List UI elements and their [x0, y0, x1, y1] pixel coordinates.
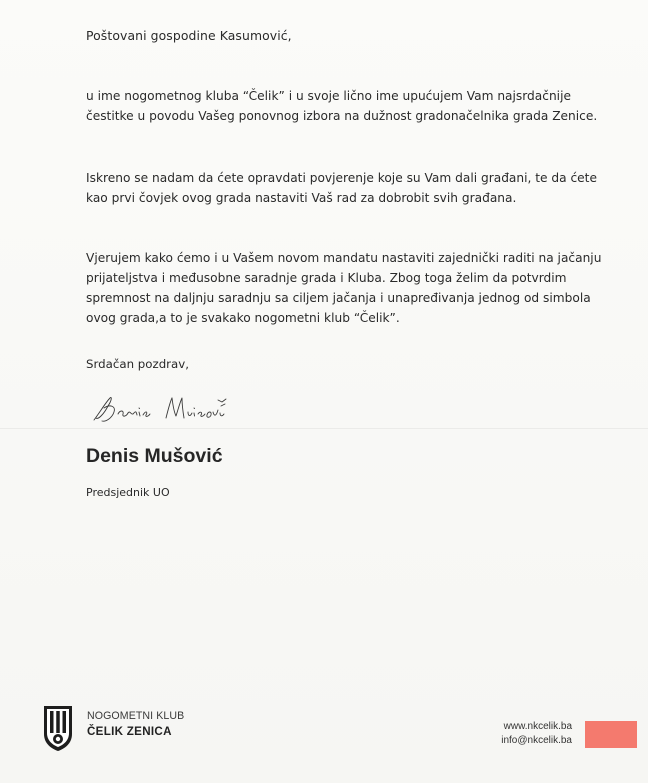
club-type-label: NOGOMETNI KLUB: [87, 710, 185, 722]
paragraph-congratulations: [86, 86, 598, 126]
email-link[interactable]: info@nkcelik.ba: [501, 735, 572, 746]
contact-block: [501, 720, 572, 748]
paragraph-line: spremnost na daljnju saradnju sa ciljem jačanja i unapređivanja jednog od simbola: [86, 291, 591, 305]
paragraph-cooperation: [86, 248, 602, 328]
paragraph-line: Iskreno se nadam da ćete opravdati povjerenje koje su Vam dali građani, te da ćete: [86, 171, 597, 185]
signer-name: Denis Mušović: [86, 445, 223, 467]
paragraph-hope: [86, 168, 597, 208]
salutation: Poštovani gospodine Kasumović,: [86, 28, 292, 43]
handwritten-signature: [90, 388, 240, 432]
paragraph-line: u ime nogometnog kluba “Čelik” i u svoje lično ime upućujem Vam najsrdačnije: [86, 89, 571, 103]
paragraph-line: kao prvi čovjek ovog grada nastaviti Vaš rad za dobrobit svih građana.: [86, 191, 517, 205]
club-name-label: ČELIK ZENICA: [87, 725, 172, 738]
signer-title: Predsjednik UO: [86, 486, 170, 499]
club-name-block: [87, 710, 184, 738]
website-link[interactable]: www.nkcelik.ba: [503, 721, 572, 732]
paragraph-line: čestitke u povodu Vašeg ponovnog izbora na dužnost gradonačelnika grada Zenice.: [86, 109, 598, 123]
paragraph-line: ovog grada,a to je svakako nogometni klub “Čelik”.: [86, 311, 400, 325]
club-crest-icon: [42, 704, 74, 752]
footer-accent-block: [585, 721, 637, 748]
closing-greeting: Srdačan pozdrav,: [86, 357, 189, 371]
paragraph-line: prijateljstva i međusobne saradnje grada i Kluba. Zbog toga želim da potvrdim: [86, 271, 567, 285]
paragraph-line: Vjerujem kako ćemo i u Vašem novom mandatu nastaviti zajednički raditi na jačanju: [86, 251, 602, 265]
